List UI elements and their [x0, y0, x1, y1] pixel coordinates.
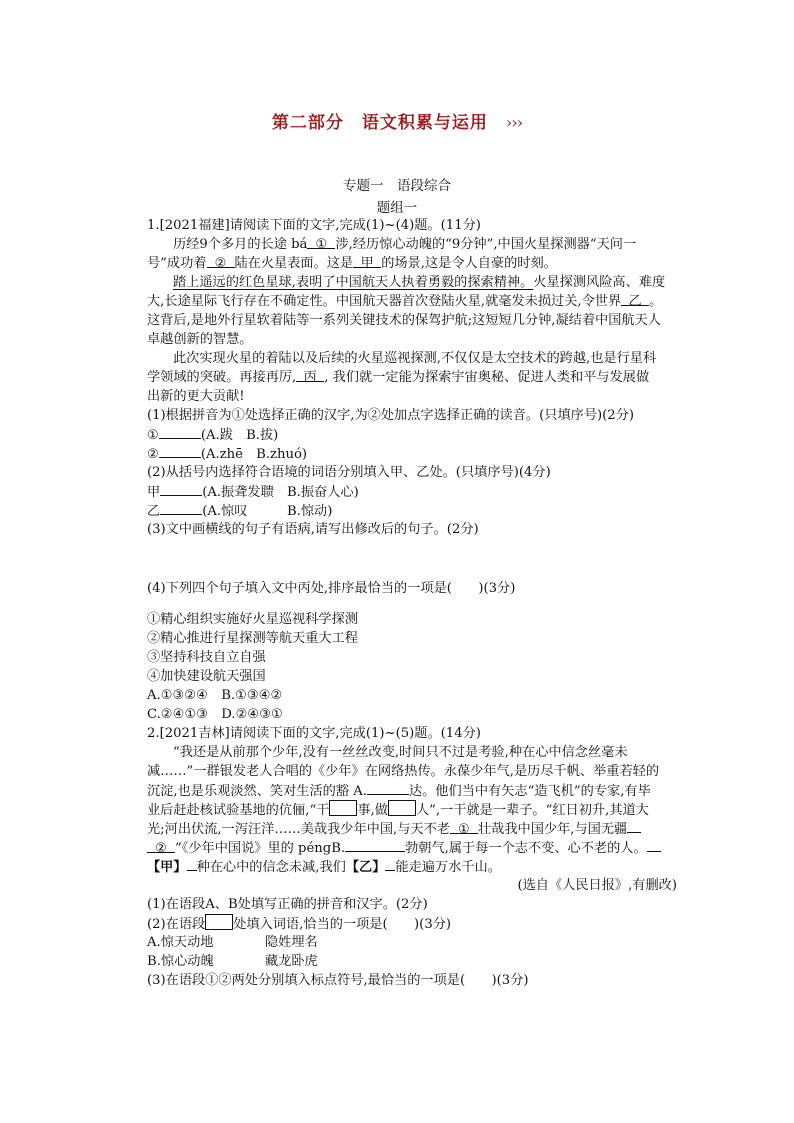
q2-sub2-option-a: A.惊天动地 隐姓埋名	[147, 935, 318, 950]
blank-a[interactable]	[367, 781, 409, 795]
blank-yi[interactable]	[385, 857, 395, 871]
blank-punct-1[interactable]: ①	[450, 820, 478, 834]
q1-sentence-4: ④加快建设航天强国	[147, 669, 266, 684]
answer-blank[interactable]	[159, 425, 201, 439]
q2-stem: 2.[2021吉林]请阅读下面的文字,完成(1)~(5)题。(14分)	[147, 726, 481, 741]
blank-jia[interactable]	[187, 857, 197, 871]
q1-para2-line3: 这背后,是地外行星软着陆等一系列关键技术的保驾护航;这短短几分钟,凝结着中国航天人	[147, 313, 661, 328]
blank-jia[interactable]: 甲	[353, 254, 381, 268]
q1-sub3: (3)文中画横线的句子有语病,请写出修改后的句子。(2分)	[147, 522, 479, 537]
answer-blank[interactable]	[159, 444, 201, 458]
q1-para3-line1: 此次实现火星的着陆以及后续的火星巡视探测,不仅仅是太空技术的跨越,也是行星科	[173, 351, 657, 366]
q2-line7: 【甲】 种在心中的信念未减,我们【乙】 能走遍万水千山。	[147, 857, 677, 876]
q1-para2-line2: 大,长途星际飞行存在不确定性。中国航天器首次登陆火星,就毫发未损过关,令世界 乙 。	[147, 294, 663, 309]
q1-para1-line1: 历经9个多月的长途 bá ① 涉,经历惊心动魄的“9分钟”,中国火星探测器“天问一	[173, 237, 637, 252]
q1-para3-line3: 出新的更大贡献!	[147, 389, 245, 404]
blank-1[interactable]: ①	[307, 235, 335, 249]
q1-para3-line2: 学领域的突破。再接再厉, 丙 , 我们就一定能为探索宇宙奥秘、促进人类和平与发展做	[147, 370, 650, 385]
q1-choices-ab: A.①③②④ B.①③④②	[147, 688, 283, 703]
underlined-sentence: 踏上遥远的红色星球,表明了中国航天人执着勇毅的探索精神。	[173, 275, 534, 290]
q1-para2-line4: 卓越创新的智慧。	[147, 332, 253, 347]
answer-space[interactable]	[147, 539, 677, 579]
q1-choices-cd: C.②④①③ D.②④③①	[147, 707, 283, 722]
blank-tail[interactable]	[647, 838, 661, 852]
chevron-right-icon: ›››	[505, 113, 523, 132]
q1-para2-line1: 踏上遥远的红色星球,表明了中国航天人执着勇毅的探索精神。火星探测风险高、难度	[173, 275, 666, 290]
answer-blank[interactable]	[160, 501, 202, 515]
topic-title: 专题一 语段综合	[343, 178, 451, 194]
blank-label-yi: 【乙】	[345, 860, 386, 875]
box-blank[interactable]	[329, 800, 357, 816]
q1-sub1-option1: ① (A.跋 B.拔)	[147, 425, 677, 444]
q1-para1-line2: 号”成功着 ② 陆在火星表面。这是 甲 的场景,这是令人自豪的时刻。	[147, 256, 557, 271]
q2-line1: “我还是从前那个少年,没有一丝丝改变,时间只不过是考验,种在心中信念丝毫未	[173, 745, 628, 760]
q2-line6: ② ”《少年中国说》里的 péngB. 勃朝气,属于每一个志不变、心不老的人。	[147, 838, 677, 857]
q1-sub2: (2)从括号内选择符合语境的词语分别填入甲、乙处。(只填序号)(4分)	[147, 465, 551, 480]
answer-blank[interactable]	[160, 482, 202, 496]
q2-line3: 沉淀,也是乐观淡然、笑对生活的豁 A. 达。他们当中有矢志“造飞机”的专家,有毕	[147, 781, 677, 800]
q2-line5: 光;河出伏流,一泻汪洋……美哉我少年中国,与天不老 ① 壮哉我中国少年,与国无疆	[147, 819, 677, 838]
q1-stem: 1.[2021福建]请阅读下面的文字,完成(1)~(4)题。(11分)	[147, 218, 481, 233]
q2-sub2: (2)在语段 处填入词语,恰当的一项是( )(3分)	[147, 914, 677, 933]
box-blank	[205, 914, 233, 930]
blank-tail[interactable]	[627, 819, 641, 833]
part-title	[0, 108, 794, 133]
q2-sub2-option-b: B.惊心动魄 藏龙卧虎	[147, 954, 318, 969]
q2-sub1: (1)在语段A、B处填写正确的拼音和汉字。(2分)	[147, 897, 428, 912]
q1-sub4: (4)下列四个句子填入文中丙处,排序最恰当的一项是( )(3分)	[147, 581, 516, 596]
box-blank[interactable]	[388, 800, 416, 816]
blank-yi[interactable]: 乙	[621, 292, 649, 306]
blank-punct-2[interactable]: ②	[147, 839, 175, 853]
q1-sub1-option2: ② (A.zhē B.zhuó)	[147, 444, 677, 463]
q1-sub2-option2: 乙 (A.惊叹 B.惊动)	[147, 501, 677, 520]
q2-line2: 减……”一群银发老人合唱的《少年》在网络热传。永葆少年气,是历尽千帆、举重若轻的	[147, 764, 660, 779]
blank-2[interactable]: ②	[207, 254, 235, 268]
group-title: 题组一	[376, 200, 418, 216]
question-content	[147, 216, 677, 990]
blank-label-jia: 【甲】	[147, 860, 187, 875]
q1-sub1: (1)根据拼音为①处选择正确的汉字,为②处加点字选择正确的读音。(只填序号)(2分)	[147, 408, 635, 423]
q1-sentence-3: ③坚持科技自立自强	[147, 650, 266, 665]
q1-sentence-1: ①精心组织实施好火星巡视科学探测	[147, 612, 358, 627]
q2-sub3: (3)在语段①②两处分别填入标点符号,最恰当的一项是( )(3分)	[147, 973, 529, 988]
blank-bing[interactable]: 丙	[296, 368, 324, 382]
q1-sentence-2: ②精心推进行星探测等航天重大工程	[147, 631, 358, 646]
q2-line4: 业后赶赴核试验基地的伉俪,“干 事,做 人”,一干就是一辈子。“红日初升,其道大	[147, 800, 677, 819]
blank-b[interactable]	[345, 838, 405, 852]
part-title-text: 第二部分 语文积累与运用	[271, 113, 488, 133]
q1-sub2-option1: 甲 (A.振聋发聩 B.振奋人心)	[147, 482, 677, 501]
q2-source: (选自《人民日报》,有删改)	[517, 878, 677, 893]
spacer	[147, 598, 677, 610]
